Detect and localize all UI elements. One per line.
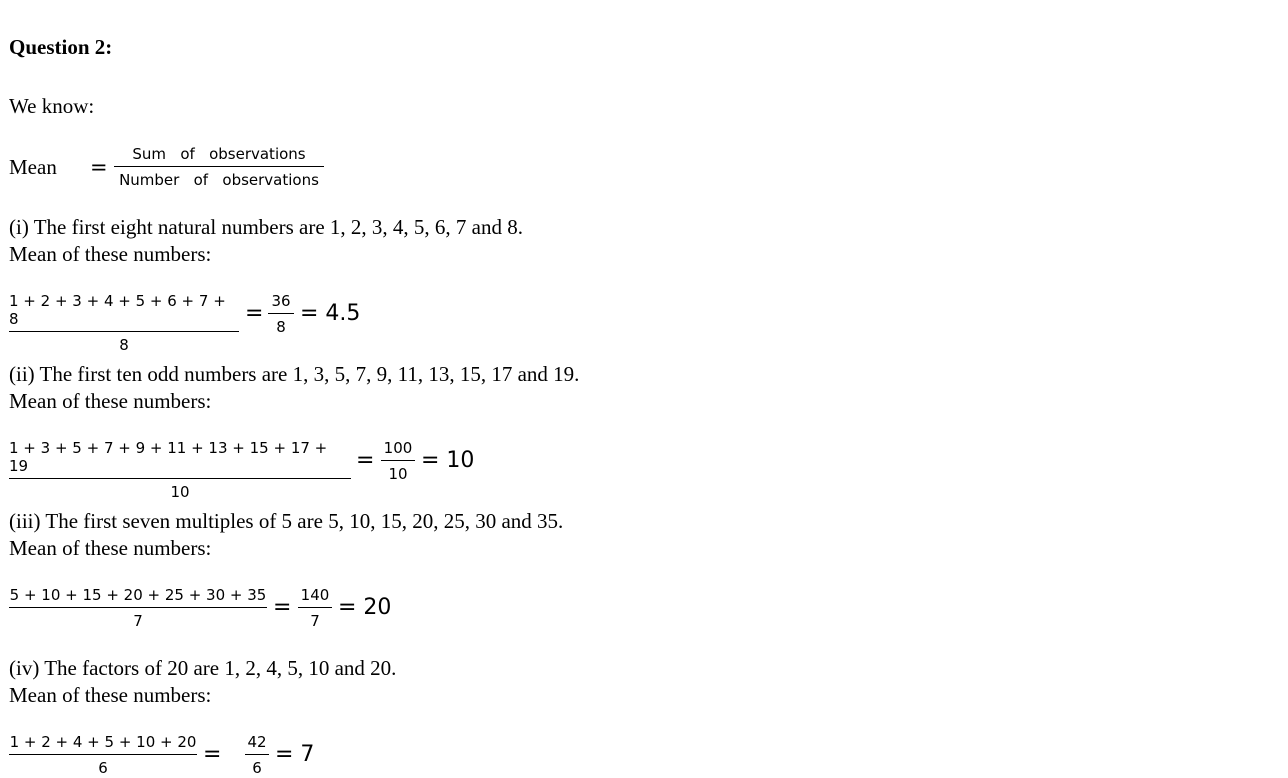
part-iv-mean-label: Mean of these numbers: xyxy=(9,683,212,707)
part-i-simplified-denominator: 8 xyxy=(276,318,286,336)
fraction-bar xyxy=(381,460,415,461)
formula-numerator: Sum of observations xyxy=(132,145,306,163)
part-iii-mean-label: Mean of these numbers: xyxy=(9,536,212,560)
part-iii-simplified-fraction xyxy=(298,586,332,630)
mean-formula-fraction xyxy=(114,145,324,189)
formula-denominator: Number of observations xyxy=(119,171,319,189)
fraction-bar xyxy=(9,754,197,755)
fraction-bar xyxy=(298,607,332,608)
part-i-sum-numerator: 1 + 2 + 3 + 4 + 5 + 6 + 7 + 8 xyxy=(9,292,226,328)
part-ii-result: = 10 xyxy=(421,448,475,473)
part-i-sum-denominator: 8 xyxy=(119,336,129,354)
part-iii-statement: (iii) The first seven multiples of 5 are 5, 10, 15, 20, 25, 30 and 35. xyxy=(9,509,564,533)
part-ii-mean-label: Mean of these numbers: xyxy=(9,389,212,413)
part-ii-sum-numerator: 1 + 3 + 5 + 7 + 9 + 11 + 13 + 15 + 17 + 19 xyxy=(9,439,328,475)
fraction-bar xyxy=(245,754,269,755)
part-iv-simplified-fraction xyxy=(245,733,269,777)
part-iv-statement: (iv) The factors of 20 are 1, 2, 4, 5, 10 and 20. xyxy=(9,656,397,680)
part-ii-equals: = xyxy=(356,448,375,473)
fraction-bar xyxy=(9,331,239,332)
part-i-result: = 4.5 xyxy=(300,301,361,326)
intro-text: We know: xyxy=(9,94,95,118)
part-iii-sum-denominator: 7 xyxy=(133,612,143,630)
fraction-bar xyxy=(114,166,324,167)
part-ii-sum-fraction xyxy=(9,439,351,501)
part-i-sum-fraction xyxy=(9,292,239,354)
part-iv-result: = 7 xyxy=(275,742,315,767)
question-title: Question 2: xyxy=(9,35,113,59)
part-ii-sum-denominator: 10 xyxy=(170,483,190,501)
part-iii-result: = 20 xyxy=(338,595,392,620)
part-iii-simplified-numerator: 140 xyxy=(300,586,330,604)
part-iv-equals: = xyxy=(203,742,222,767)
part-ii-simplified-fraction xyxy=(381,439,415,483)
part-i-statement: (i) The first eight natural numbers are 1, 2, 3, 4, 5, 6, 7 and 8. xyxy=(9,215,523,239)
part-ii-simplified-numerator: 100 xyxy=(383,439,413,457)
part-iv-sum-denominator: 6 xyxy=(98,759,108,777)
part-i-simplified-numerator: 36 xyxy=(271,292,291,310)
part-ii-simplified-denominator: 10 xyxy=(388,465,408,483)
part-iv-simplified-numerator: 42 xyxy=(247,733,267,751)
part-ii-statement: (ii) The first ten odd numbers are 1, 3, 5, 7, 9, 11, 13, 15, 17 and 19. xyxy=(9,362,580,386)
fraction-bar xyxy=(9,607,267,608)
fraction-bar xyxy=(268,313,294,314)
part-i-equals: = xyxy=(245,301,264,326)
formula-equals: = xyxy=(90,155,108,179)
part-i-mean-label: Mean of these numbers: xyxy=(9,242,212,266)
part-iv-simplified-denominator: 6 xyxy=(252,759,262,777)
part-iii-sum-fraction xyxy=(9,586,267,630)
part-iv-sum-numerator: 1 + 2 + 4 + 5 + 10 + 20 xyxy=(9,733,197,751)
fraction-bar xyxy=(9,478,351,479)
formula-lhs: Mean xyxy=(9,155,57,179)
part-iii-simplified-denominator: 7 xyxy=(310,612,320,630)
part-i-simplified-fraction xyxy=(268,292,294,336)
part-iv-sum-fraction xyxy=(9,733,197,777)
part-iii-sum-numerator: 5 + 10 + 15 + 20 + 25 + 30 + 35 xyxy=(9,586,267,604)
part-iii-equals: = xyxy=(273,595,292,620)
